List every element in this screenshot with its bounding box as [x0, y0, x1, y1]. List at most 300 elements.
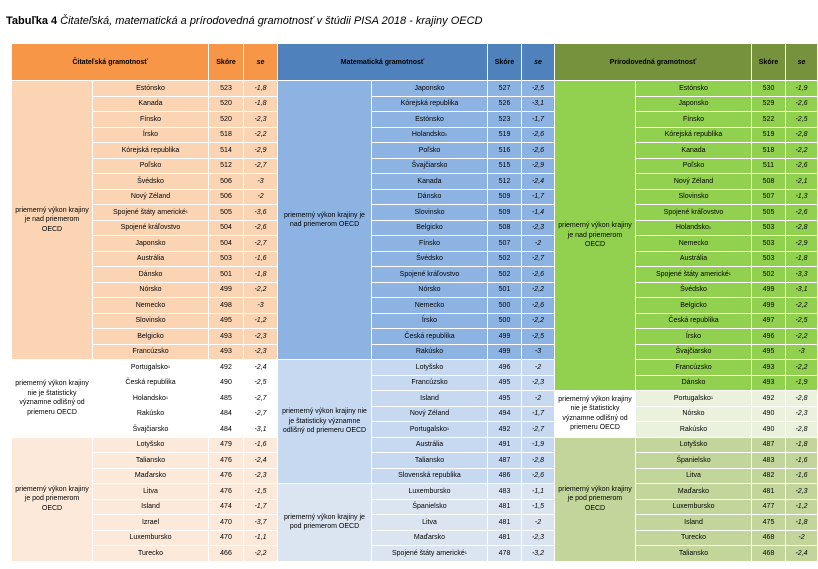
science-se: -2,8 [786, 422, 818, 438]
reading-country: Island [93, 500, 209, 516]
reading-country: Holandsko 1 [93, 391, 209, 407]
science-score: 493 [752, 360, 786, 376]
reading-score: 466 [209, 546, 244, 562]
reading-country: Slovinsko [93, 314, 209, 330]
math-score: 481 [488, 515, 522, 531]
science-se: -3,3 [786, 267, 818, 283]
reading-country: Belgicko [93, 329, 209, 345]
science-se: -1,9 [786, 376, 818, 392]
science-score: 502 [752, 267, 786, 283]
reading-se: -2,3 [244, 329, 278, 345]
math-country: Poľsko [372, 143, 488, 159]
reading-se: -2,7 [244, 407, 278, 423]
science-score: 468 [752, 546, 786, 562]
header-science-score: Skóre [752, 44, 786, 81]
reading-se: -1,8 [244, 81, 278, 97]
reading-country: Izrael [93, 515, 209, 531]
math-score: 496 [488, 360, 522, 376]
reading-score: 504 [209, 221, 244, 237]
math-score: 491 [488, 438, 522, 454]
science-se: -1,8 [786, 515, 818, 531]
reading-se: -2,2 [244, 546, 278, 562]
reading-country: Taliansko [93, 453, 209, 469]
math-se: -2,9 [522, 159, 555, 175]
reading-se: -1,6 [244, 252, 278, 268]
header-math-se: se [522, 44, 555, 81]
reading-score: 504 [209, 236, 244, 252]
math-country: Maďarsko [372, 531, 488, 547]
science-score: 490 [752, 422, 786, 438]
math-se: -3,1 [522, 97, 555, 113]
math-group-above: priemerný výkon krajiny je nad priemerom OECD [278, 81, 372, 360]
math-country: Spojené kráľovstvo [372, 267, 488, 283]
science-score: 493 [752, 376, 786, 392]
reading-score: 512 [209, 159, 244, 175]
reading-se: -1,2 [244, 314, 278, 330]
math-se: -2,6 [522, 267, 555, 283]
reading-score: 492 [209, 360, 244, 376]
science-country: Litva [636, 469, 752, 485]
reading-country: Austrália [93, 252, 209, 268]
math-se: -1,9 [522, 438, 555, 454]
math-country: Švajčiarsko [372, 159, 488, 175]
science-score: 507 [752, 190, 786, 206]
reading-country: Portugalsko 1 [93, 360, 209, 376]
math-se: -2,5 [522, 329, 555, 345]
science-se: -1,8 [786, 438, 818, 454]
reading-country: Nórsko [93, 283, 209, 299]
math-score: 526 [488, 97, 522, 113]
math-se: -3 [522, 345, 555, 361]
science-se: -2,6 [786, 205, 818, 221]
reading-country: Fínsko [93, 112, 209, 128]
science-se: -1,9 [786, 81, 818, 97]
science-se: -2 [786, 531, 818, 547]
math-country: Nórsko [372, 283, 488, 299]
math-score: 481 [488, 500, 522, 516]
math-country: Kanada [372, 174, 488, 190]
caption-title: Čitateľská, matematická a prírodovedná gramotnosť v štúdii PISA 2018 - krajiny OECD [60, 15, 483, 27]
reading-score: 520 [209, 112, 244, 128]
reading-score: 505 [209, 205, 244, 221]
math-country: Taliansko [372, 453, 488, 469]
science-se: -2,8 [786, 391, 818, 407]
science-se: -2,4 [786, 546, 818, 562]
reading-country: Nový Zéland [93, 190, 209, 206]
math-country: Česká republika [372, 329, 488, 345]
math-score: 509 [488, 205, 522, 221]
science-country: Nemecko [636, 236, 752, 252]
math-score: 495 [488, 391, 522, 407]
reading-country: Rakúsko [93, 407, 209, 423]
science-score: 503 [752, 221, 786, 237]
math-se: -2,2 [522, 283, 555, 299]
math-se: -2,4 [522, 174, 555, 190]
math-se: -2,6 [522, 128, 555, 144]
math-se: -1,5 [522, 500, 555, 516]
reading-country: Japonsko [93, 236, 209, 252]
math-score: 494 [488, 407, 522, 423]
math-se: -1,7 [522, 190, 555, 206]
reading-group-not-different: priemerný výkon krajiny nie je štatisticky významne odlišný od priemeru OECD [12, 360, 93, 438]
science-score: 503 [752, 236, 786, 252]
math-country: Estónsko [372, 112, 488, 128]
science-country: Dánsko [636, 376, 752, 392]
science-score: 497 [752, 314, 786, 330]
reading-score: 474 [209, 500, 244, 516]
science-country: Belgicko [636, 298, 752, 314]
math-score: 500 [488, 314, 522, 330]
reading-se: -1,7 [244, 500, 278, 516]
reading-score: 499 [209, 283, 244, 299]
math-se: -2,6 [522, 469, 555, 485]
reading-score: 484 [209, 407, 244, 423]
reading-score: 514 [209, 143, 244, 159]
science-score: 511 [752, 159, 786, 175]
science-country: Holandsko 1 [636, 221, 752, 237]
math-country: Spojené štáty americké 1 [372, 546, 488, 562]
science-se: -2,1 [786, 174, 818, 190]
reading-score: 476 [209, 484, 244, 500]
reading-country: Litva [93, 484, 209, 500]
math-country: Luxembursko [372, 484, 488, 500]
header-reading: Čitateľská gramotnosť [12, 44, 209, 81]
header-reading-score: Skóre [209, 44, 244, 81]
math-se: -2,3 [522, 531, 555, 547]
science-score: 503 [752, 252, 786, 268]
math-country: Kórejská republika [372, 97, 488, 113]
science-se: -3,1 [786, 283, 818, 299]
math-se: -1,7 [522, 112, 555, 128]
math-country: Slovenská republika [372, 469, 488, 485]
reading-se: -3,6 [244, 205, 278, 221]
science-se: -2,9 [786, 236, 818, 252]
reading-score: 493 [209, 329, 244, 345]
header-science: Prírodovedná gramotnosť [555, 44, 752, 81]
science-country: Nový Zéland [636, 174, 752, 190]
math-se: -2,6 [522, 143, 555, 159]
math-country: Holandsko 1 [372, 128, 488, 144]
math-country: Belgicko [372, 221, 488, 237]
science-score: 487 [752, 438, 786, 454]
reading-group-above: priemerný výkon krajiny je nad priemerom OECD [12, 81, 93, 360]
math-se: -2 [522, 515, 555, 531]
science-score: 477 [752, 500, 786, 516]
header-math: Matematická gramotnosť [278, 44, 488, 81]
math-country: Rakúsko [372, 345, 488, 361]
science-country: Írsko [636, 329, 752, 345]
science-score: 499 [752, 298, 786, 314]
reading-se: -2,7 [244, 391, 278, 407]
science-score: 519 [752, 128, 786, 144]
math-se: -1,4 [522, 205, 555, 221]
reading-country: Kanada [93, 97, 209, 113]
science-country: Spojené štáty americké 1 [636, 267, 752, 283]
reading-se: -1,8 [244, 97, 278, 113]
reading-se: -1,5 [244, 484, 278, 500]
science-group-above: priemerný výkon krajiny je nad priemerom OECD [555, 81, 636, 391]
reading-country: Turecko [93, 546, 209, 562]
math-se: -2,5 [522, 81, 555, 97]
reading-se: -2,2 [244, 283, 278, 299]
reading-se: -2,7 [244, 159, 278, 175]
reading-country: Luxembursko [93, 531, 209, 547]
reading-se: -2,4 [244, 360, 278, 376]
math-score: 512 [488, 174, 522, 190]
reading-se: -2,7 [244, 236, 278, 252]
math-score: 523 [488, 112, 522, 128]
pisa-table [12, 44, 808, 569]
science-se: -2,2 [786, 143, 818, 159]
reading-score: 503 [209, 252, 244, 268]
math-se: -2,8 [522, 453, 555, 469]
math-group-not-different: priemerný výkon krajiny nie je štatisticky významne odlišný od priemeru OECD [278, 360, 372, 484]
reading-se: -1,1 [244, 531, 278, 547]
reading-country: Nemecko [93, 298, 209, 314]
science-se: -2,3 [786, 407, 818, 423]
math-group-below: priemerný výkon krajiny je pod priemerom OECD [278, 484, 372, 562]
reading-score: 484 [209, 422, 244, 438]
science-score: 490 [752, 407, 786, 423]
reading-country: Kórejská republika [93, 143, 209, 159]
science-se: -2,5 [786, 314, 818, 330]
math-score: 502 [488, 252, 522, 268]
science-se: -1,3 [786, 190, 818, 206]
reading-country: Spojené kráľovstvo [93, 221, 209, 237]
reading-score: 476 [209, 469, 244, 485]
science-country: Estónsko [636, 81, 752, 97]
math-score: 483 [488, 484, 522, 500]
science-score: 530 [752, 81, 786, 97]
science-country: Nórsko [636, 407, 752, 423]
math-score: 492 [488, 422, 522, 438]
reading-score: 506 [209, 174, 244, 190]
reading-score: 479 [209, 438, 244, 454]
science-country: Taliansko [636, 546, 752, 562]
reading-score: 485 [209, 391, 244, 407]
math-country: Nemecko [372, 298, 488, 314]
caption-label: Tabuľka 4 [6, 15, 58, 27]
reading-country: Poľsko [93, 159, 209, 175]
reading-se: -2,3 [244, 112, 278, 128]
science-se: -1,2 [786, 500, 818, 516]
science-se: -2,2 [786, 329, 818, 345]
science-country: Portugalsko 1 [636, 391, 752, 407]
math-country: Španielsko [372, 500, 488, 516]
science-score: 499 [752, 283, 786, 299]
reading-score: 506 [209, 190, 244, 206]
science-se: -1,6 [786, 469, 818, 485]
science-country: Španielsko [636, 453, 752, 469]
reading-country: Lotyšsko [93, 438, 209, 454]
reading-se: -2,4 [244, 453, 278, 469]
reading-country: Spojené štáty americké 1 [93, 205, 209, 221]
math-score: 499 [488, 345, 522, 361]
math-country: Francúzsko [372, 376, 488, 392]
science-se: -2,2 [786, 360, 818, 376]
math-country: Švédsko [372, 252, 488, 268]
science-se: -2,6 [786, 97, 818, 113]
science-country: Rakúsko [636, 422, 752, 438]
math-score: 486 [488, 469, 522, 485]
science-score: 468 [752, 531, 786, 547]
science-score: 481 [752, 484, 786, 500]
math-se: -2,7 [522, 252, 555, 268]
math-se: -2,3 [522, 376, 555, 392]
science-country: Slovinsko [636, 190, 752, 206]
reading-se: -2,6 [244, 221, 278, 237]
math-se: -2,3 [522, 221, 555, 237]
reading-country: Švajčiarsko [93, 422, 209, 438]
math-score: 495 [488, 376, 522, 392]
reading-country: Írsko [93, 128, 209, 144]
reading-country: Švédsko [93, 174, 209, 190]
science-score: 508 [752, 174, 786, 190]
science-se: -2,3 [786, 484, 818, 500]
science-country: Česká republika [636, 314, 752, 330]
math-se: -2,7 [522, 422, 555, 438]
science-country: Austrália [636, 252, 752, 268]
reading-score: 470 [209, 531, 244, 547]
science-country: Luxembursko [636, 500, 752, 516]
math-score: 481 [488, 531, 522, 547]
reading-score: 493 [209, 345, 244, 361]
science-se: -1,8 [786, 252, 818, 268]
science-country: Maďarsko [636, 484, 752, 500]
header-science-se: se [786, 44, 818, 81]
science-score: 495 [752, 345, 786, 361]
science-score: 529 [752, 97, 786, 113]
math-se: -3,2 [522, 546, 555, 562]
science-country: Poľsko [636, 159, 752, 175]
reading-score: 476 [209, 453, 244, 469]
math-se: -2,6 [522, 298, 555, 314]
math-country: Slovinsko [372, 205, 488, 221]
reading-se: -2,2 [244, 128, 278, 144]
reading-group-below: priemerný výkon krajiny je pod priemerom OECD [12, 438, 93, 562]
reading-se: -3,1 [244, 422, 278, 438]
table-caption [6, 15, 483, 27]
math-country: Portugalsko 1 [372, 422, 488, 438]
math-country: Nový Zéland [372, 407, 488, 423]
reading-score: 518 [209, 128, 244, 144]
science-country: Spojené kráľovstvo [636, 205, 752, 221]
science-country: Švajčiarsko [636, 345, 752, 361]
reading-score: 495 [209, 314, 244, 330]
reading-se: -3 [244, 174, 278, 190]
header-math-score: Skóre [488, 44, 522, 81]
math-score: 519 [488, 128, 522, 144]
math-country: Austrália [372, 438, 488, 454]
science-country: Island [636, 515, 752, 531]
math-country: Litva [372, 515, 488, 531]
science-country: Turecko [636, 531, 752, 547]
math-se: -2 [522, 236, 555, 252]
math-score: 516 [488, 143, 522, 159]
science-country: Japonsko [636, 97, 752, 113]
math-country: Dánsko [372, 190, 488, 206]
science-se: -2,6 [786, 159, 818, 175]
science-country: Kórejská republika [636, 128, 752, 144]
science-se: -2,8 [786, 128, 818, 144]
reading-se: -3,7 [244, 515, 278, 531]
reading-country: Maďarsko [93, 469, 209, 485]
math-score: 507 [488, 236, 522, 252]
math-score: 487 [488, 453, 522, 469]
reading-se: -3 [244, 298, 278, 314]
math-score: 509 [488, 190, 522, 206]
math-se: -2 [522, 360, 555, 376]
science-score: 482 [752, 469, 786, 485]
reading-se: -1,8 [244, 267, 278, 283]
math-country: Lotyšsko [372, 360, 488, 376]
math-score: 502 [488, 267, 522, 283]
math-country: Írsko [372, 314, 488, 330]
math-score: 527 [488, 81, 522, 97]
science-score: 492 [752, 391, 786, 407]
math-score: 501 [488, 283, 522, 299]
math-score: 515 [488, 159, 522, 175]
math-score: 478 [488, 546, 522, 562]
reading-se: -2,9 [244, 143, 278, 159]
science-score: 496 [752, 329, 786, 345]
math-country: Fínsko [372, 236, 488, 252]
reading-se: -1,6 [244, 438, 278, 454]
reading-score: 498 [209, 298, 244, 314]
science-country: Švédsko [636, 283, 752, 299]
reading-score: 490 [209, 376, 244, 392]
math-country: Japonsko [372, 81, 488, 97]
reading-se: -2,3 [244, 469, 278, 485]
science-se: -2,2 [786, 298, 818, 314]
reading-country: Estónsko [93, 81, 209, 97]
science-country: Francúzsko [636, 360, 752, 376]
science-score: 483 [752, 453, 786, 469]
science-se: -2,5 [786, 112, 818, 128]
reading-score: 501 [209, 267, 244, 283]
math-country: Island [372, 391, 488, 407]
reading-score: 523 [209, 81, 244, 97]
math-se: -1,7 [522, 407, 555, 423]
math-score: 508 [488, 221, 522, 237]
science-country: Kanada [636, 143, 752, 159]
math-score: 500 [488, 298, 522, 314]
reading-score: 520 [209, 97, 244, 113]
reading-country: Francúzsko [93, 345, 209, 361]
reading-se: -2,5 [244, 376, 278, 392]
science-country: Lotyšsko [636, 438, 752, 454]
math-se: -2 [522, 391, 555, 407]
science-country: Fínsko [636, 112, 752, 128]
math-se: -1,1 [522, 484, 555, 500]
reading-score: 470 [209, 515, 244, 531]
science-score: 505 [752, 205, 786, 221]
math-se: -2,2 [522, 314, 555, 330]
science-score: 522 [752, 112, 786, 128]
science-se: -2,8 [786, 221, 818, 237]
science-group-not-different: priemerný výkon krajiny nie je štatisticky významne odlišný od priemeru OECD [555, 391, 636, 438]
reading-country: Dánsko [93, 267, 209, 283]
science-score: 475 [752, 515, 786, 531]
science-score: 518 [752, 143, 786, 159]
reading-se: -2,3 [244, 345, 278, 361]
reading-country: Česká republika [93, 376, 209, 392]
science-se: -3 [786, 345, 818, 361]
science-se: -1,6 [786, 453, 818, 469]
reading-se: -2 [244, 190, 278, 206]
science-group-below: priemerný výkon krajiny je pod priemerom OECD [555, 438, 636, 562]
math-score: 499 [488, 329, 522, 345]
